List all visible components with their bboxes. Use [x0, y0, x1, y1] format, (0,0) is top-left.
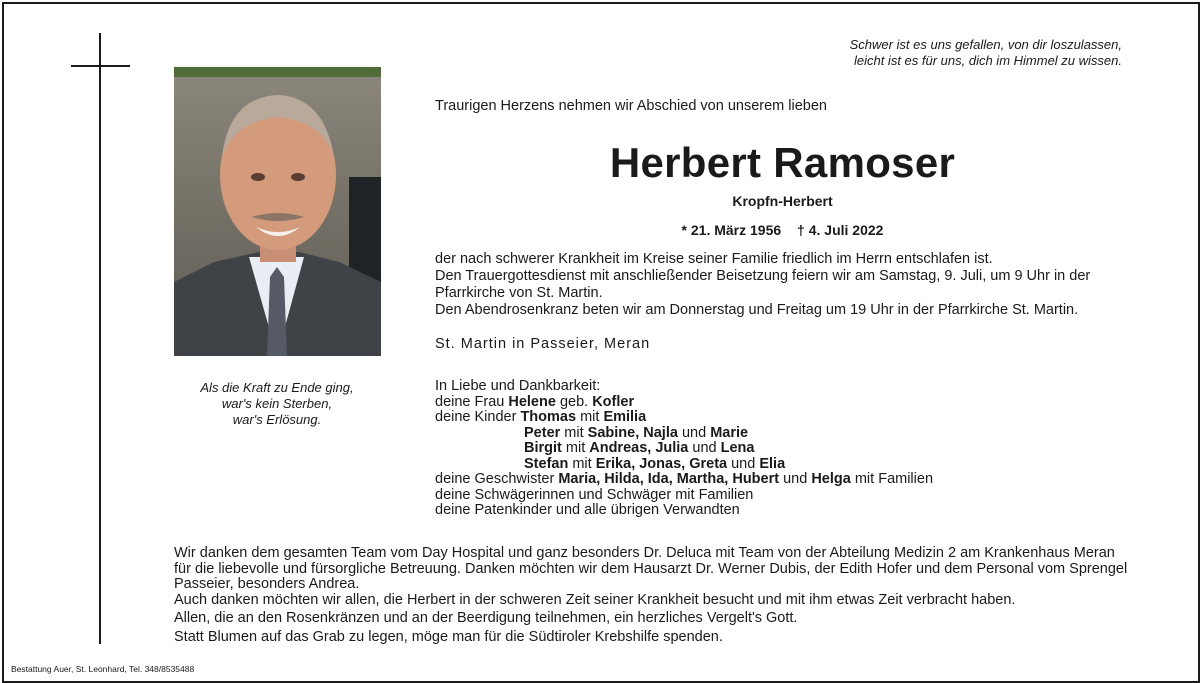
thanks-paragraph: Auch danken möchten wir allen, die Herbert in der schweren Zeit seiner Krankheit besucht und mit ihm etwas Zeit verbracht haben.: [174, 591, 1016, 608]
quote-top-right: [850, 37, 1122, 69]
funeral-home-credit: Bestattung Auer, St. Leonhard, Tel. 348/8535488: [11, 664, 195, 674]
thanks-paragraph: Statt Blumen auf das Grab zu legen, möge man für die Südtiroler Krebshilfe spenden.: [174, 628, 723, 645]
thanks-paragraph: Wir danken dem gesamten Team vom Day Hospital und ganz besonders Dr. Deluca mit Team von der Abteilung Medizin 2 am Krankenhaus Meran für die liebevolle und fürsorgliche Betreuung. Danken möchten wir dem Hausarzt Dr. Werner Dubis, der Edith Hofer und dem Personal vom Sprengel Passeier, besonders Andrea.: [174, 545, 1128, 592]
mourner-child: Birgit mit Andreas, Julia und Lena: [524, 440, 755, 456]
quote-line: Als die Kraft zu Ende ging,: [200, 380, 354, 395]
cross-icon-vertical: [99, 33, 101, 644]
cross-icon-horizontal: [71, 65, 130, 67]
death-date: † 4. Juli 2022: [797, 222, 884, 238]
deceased-name: Herbert Ramoser: [609, 139, 956, 186]
announcement-body: [435, 251, 1135, 319]
body-paragraph: der nach schwerer Krankheit im Kreise seiner Familie friedlich im Herrn entschlafen ist.: [435, 251, 993, 267]
mourner-child: Stefan mit Erika, Jonas, Greta und Elia: [524, 455, 786, 472]
mourner-inlaws: deine Schwägerinnen und Schwäger mit Familien: [435, 486, 754, 503]
mourner-siblings: deine Geschwister Maria, Hilda, Ida, Martha, Hubert und Helga mit Familien: [435, 471, 934, 487]
body-paragraph: Den Abendrosenkranz beten wir am Donnerstag und Freitag um 19 Uhr in der Pfarrkirche St. Martin.: [435, 302, 1079, 318]
mourner-child: deine Kinder Thomas mit Emilia: [435, 409, 647, 425]
portrait-photo: [174, 67, 381, 356]
mourners-heading: In Liebe und Dankbarkeit:: [435, 378, 601, 394]
quote-line: leicht ist es für uns, dich im Himmel zu wissen.: [853, 53, 1122, 68]
life-dates: [435, 222, 1130, 238]
nickname: Kropfn-Herbert: [732, 193, 833, 209]
mourner-godchildren: deine Patenkinder und alle übrigen Verwandten: [435, 502, 740, 518]
mourner-child: Peter mit Sabine, Najla und Marie: [524, 424, 749, 441]
mourners-list: [435, 379, 1135, 519]
body-paragraph: Den Trauergottesdienst mit anschließender Beisetzung feiern wir am Samstag, 9. Juli, um 9 Uhr in der Pfarrkirche von St. Martin.: [435, 268, 1091, 301]
quote-line: war's Erlösung.: [232, 412, 322, 427]
place-line: St. Martin in Passeier, Meran: [435, 336, 651, 352]
thanks-section: [174, 546, 1134, 648]
quote-under-photo: [160, 380, 394, 428]
quote-line: war's kein Sterben,: [221, 396, 333, 411]
quote-line: Schwer ist es uns gefallen, von dir loszulassen,: [849, 37, 1122, 52]
intro-text: Traurigen Herzens nehmen wir Abschied von unserem lieben: [435, 98, 827, 114]
thanks-paragraph: Allen, die an den Rosenkränzen und an der Beerdigung teilnehmen, ein herzliches Vergelt's Gott.: [174, 610, 798, 626]
mourner-wife: deine Frau Helene geb. Kofler: [435, 393, 635, 410]
birth-date: * 21. März 1956: [681, 222, 782, 238]
